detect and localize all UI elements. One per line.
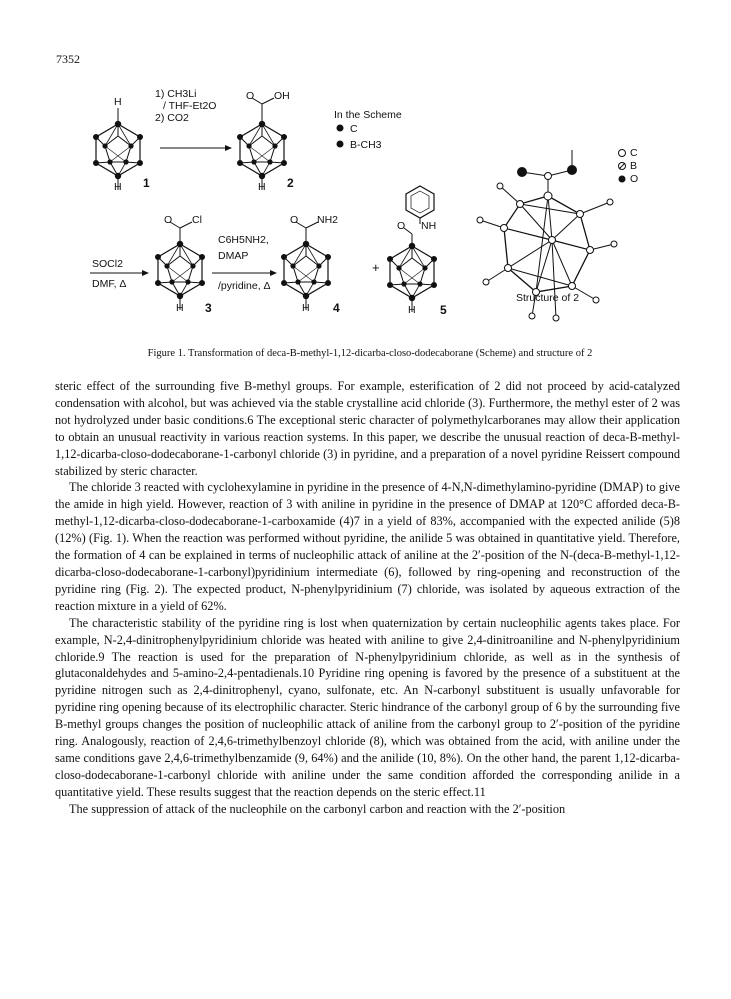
c5-nh-label: NH <box>421 220 437 232</box>
step1-reagent-1: 1) CH3Li <box>155 88 197 100</box>
step3-reagent-2: DMAP <box>218 250 249 262</box>
step2-reagent-top: SOCl2 <box>92 258 123 270</box>
c1-bottom-label: H <box>114 181 122 193</box>
figure-1 <box>0 0 731 370</box>
legend-title: In the Scheme <box>334 109 402 121</box>
paragraph-1: steric effect of the surrounding five B-methyl groups. For example, esterification of 2 did not proceed by acid-catalyzed condensation with alcohol, but was achieved via the stable crystalline acid chloride (3). Furthermore, the methyl ester of 2 was not hydrolyzed under basic conditions.6 The exceptional steric character of polymethylcarboranes may allow their application to obtain an unusual reactivity in various reaction systems. In this paper, we describe the unusual reaction of deca-B-methyl-1,12-dicarba-closo-dodecaborane-1-carbonyl chloride (3) in pyridine, and a preparation of a novel pyridine Reissert compound stabilized by steric character. <box>55 379 680 478</box>
c3-o-label: O <box>164 214 173 226</box>
compound-number-4: 4 <box>333 301 340 315</box>
c4-nh2-label: NH2 <box>317 214 339 226</box>
c5-o-label: O <box>397 220 406 232</box>
step1-reagent-2: / THF-Et2O <box>163 100 217 112</box>
step1-reagent-3: 2) CO2 <box>155 112 189 124</box>
legend-item-bch3: B-CH3 <box>350 139 382 151</box>
c4-o-label: O <box>290 214 299 226</box>
c2-o-label: O <box>246 90 255 102</box>
figure-caption: Figure 1. Transformation of deca-B-methyl-1,12-dicarba-closo-dodecaborane (Scheme) and structure of 2 <box>147 348 593 359</box>
scheme-drawing <box>0 0 731 345</box>
plus-sign: + <box>372 260 380 275</box>
structure-label: Structure of 2 <box>516 292 580 304</box>
step3-reagent-bottom: /pyridine, Δ <box>218 280 271 292</box>
page-number: 7352 <box>56 52 80 66</box>
structure-legend-c: C <box>630 147 638 159</box>
c1-top-label: H <box>114 96 122 108</box>
paragraph-2: The chloride 3 reacted with cyclohexylamine in pyridine in the presence of 4-N,N-dimethylamino-pyridine (DMAP) to give the amide in high yield. However, reaction of 3 with aniline in pyridine in the presence of DMAP at 120°C afforded deca-B-methyl-1,12-dicarba-closo-dodecaborane-1-carboxamide (4)7 in a yield of 83%, accompanied with the expected anilide (5)8 (12%) (Fig. 1). When the reaction was performed without pyridine, the anilide 5 was obtained in quantitative yield. Therefore, the formation of 4 can be explained in terms of nucleophilic attack of aniline at the 2′-position of the N-(deca-B-methyl-1,12-dicarba-closo-dodecaborane-1-carbonyl)pyridinium intermediate (6), followed by ring-opening and reconstruction of the pyridine ring (Fig. 2). The expected product, N-phenylpyridinium (7) chloride, was isolated by aqueous extraction of the reaction mixture in a yield of 62%. <box>55 480 680 613</box>
compound-number-5: 5 <box>440 303 447 317</box>
compound-number-2: 2 <box>287 176 294 190</box>
compound-number-1: 1 <box>143 176 150 190</box>
c3-cl-label: Cl <box>192 214 202 226</box>
structure-legend-o: O <box>630 173 639 185</box>
c5-bottom-label: H <box>408 304 416 316</box>
step3-reagent-1: C6H5NH2, <box>218 234 269 246</box>
structure-legend-b: B <box>630 160 638 172</box>
step2-reagent-bottom: DMF, Δ <box>92 278 127 290</box>
c3-bottom-label: H <box>176 302 184 314</box>
legend-item-c: C <box>350 123 358 135</box>
compound-number-3: 3 <box>205 301 212 315</box>
c2-bottom-label: H <box>258 181 266 193</box>
paragraph-4: The suppression of attack of the nucleophile on the carbonyl carbon and reaction with the 2′-position <box>69 801 566 816</box>
c2-oh-label: OH <box>274 90 290 102</box>
paragraph-3: The characteristic stability of the pyridine ring is lost when quaternization by certain nucleophilic agents takes place. For example, N-2,4-dinitrophenylpyridinium chloride was heated with aniline to give 2,4-dinitroaniline and N-phenylpyridinium chloride.9 The reaction is used for the preparation of N-phenylpyridinium chloride, as well as in the synthesis of glutaconaldehydes and 5-amino-2,4-pentadienals.10 Pyridine ring opening is favored by the presence of a substituent at the pyridine nitrogen such as 2,4-dinitrophenyl, cyano, sulfonate, etc. An N-carbonyl substituent is usually unfavorable for pyridine ring opening because of its electrophilic character. Steric hindrance of the carbonyl group of 6 by the surrounding five B-methyl groups changes the position of nucleophilic attack of aniline from the carbonyl group to 2′-position of the pyridine ring. Analogously, reaction of 2,4,6-trimethylbenzoyl chloride (8), which was obtained from the acid, with aniline under the same conditions gave 2,4,6-trimethylbenzamide (9, 64%) and the anilide (10, 8%). On the other hand, the parent 1,12-dicarba-closo-dodecaborane-1-carbonyl chloride with aniline under the same condition afforded the corresponding anilide in a quantitative yield. These results suggest that the reaction depends on the steric effect.11 <box>55 615 680 799</box>
body-text <box>55 378 680 818</box>
c4-bottom-label: H <box>302 302 310 314</box>
